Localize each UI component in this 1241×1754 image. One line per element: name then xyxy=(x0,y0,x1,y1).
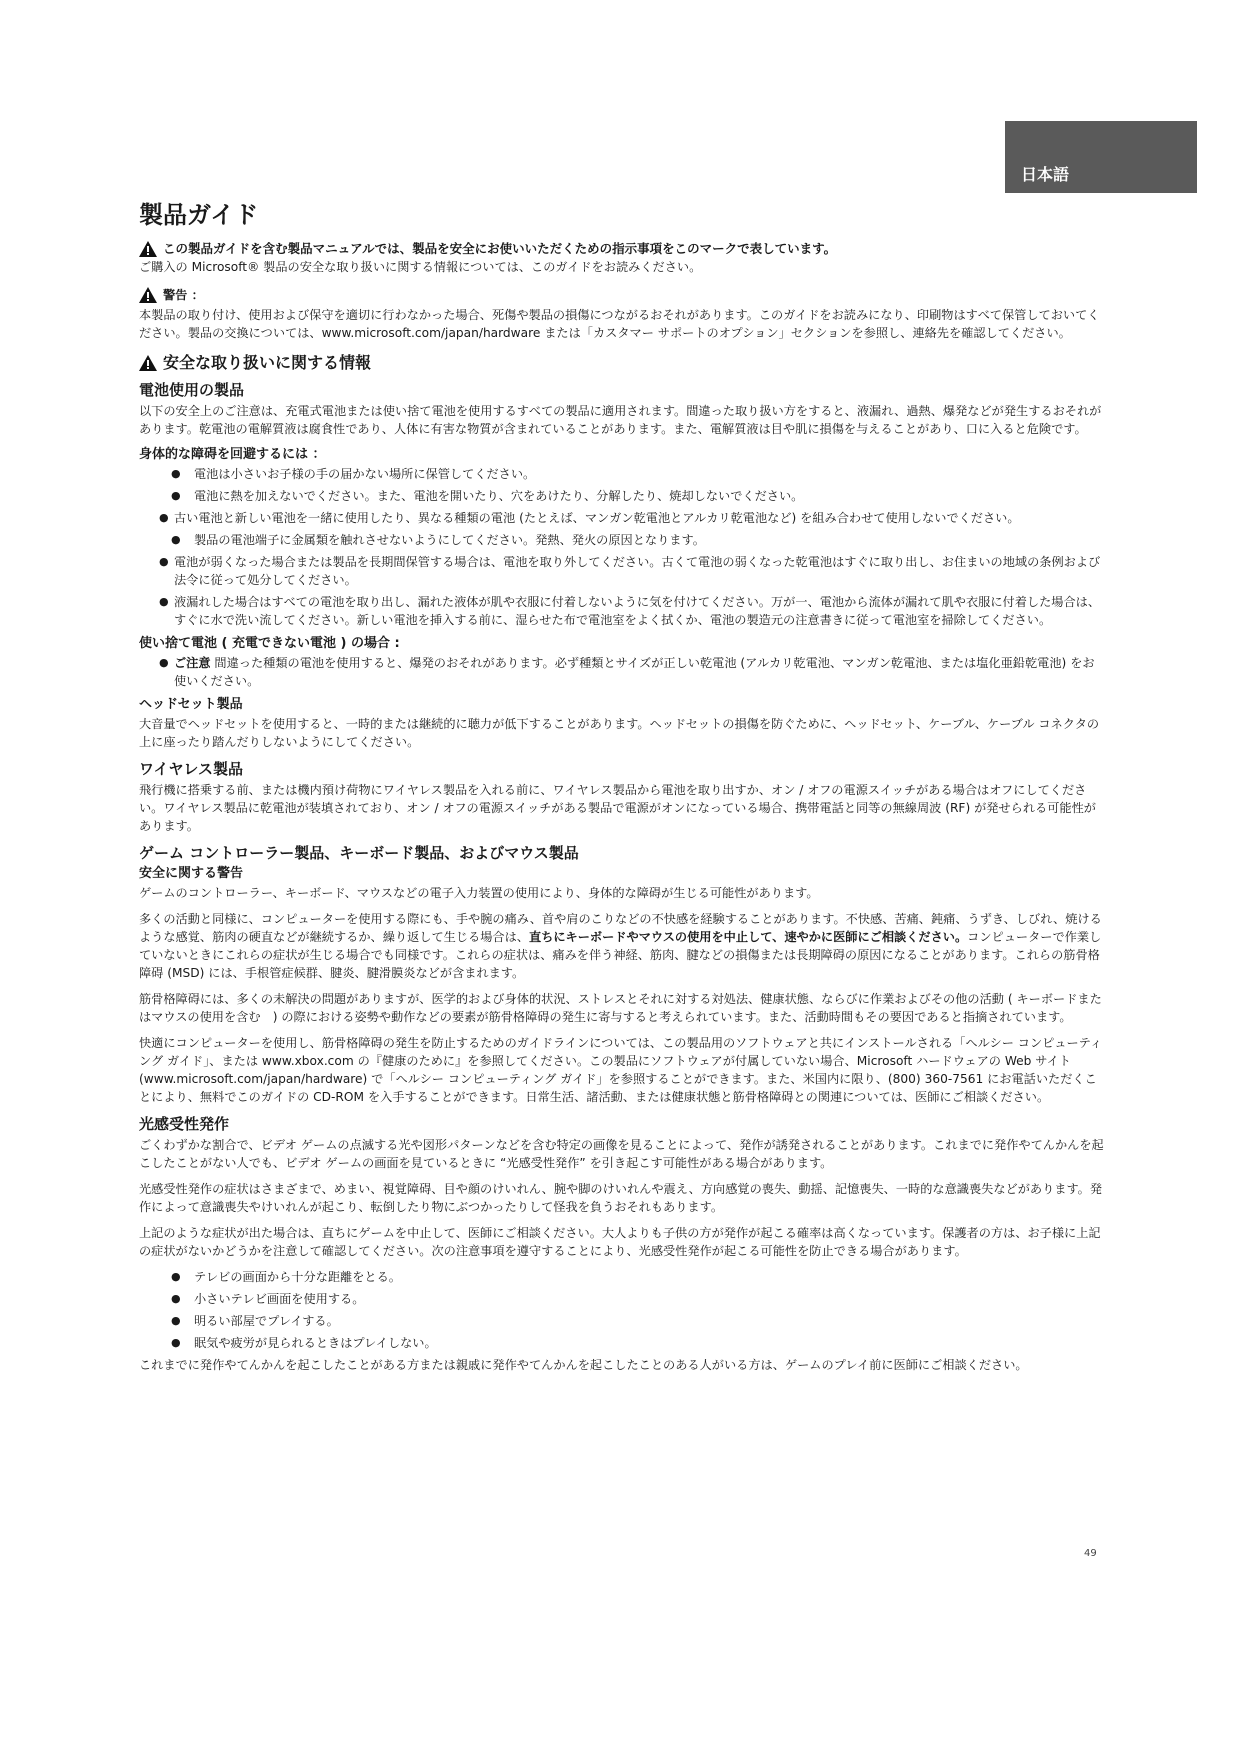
disposable-battery-list xyxy=(139,654,1105,690)
bullet-icon: ● xyxy=(171,533,181,546)
page-title: 製品ガイド xyxy=(139,201,259,229)
warning-label-row xyxy=(139,286,1105,304)
language-tab: 日本語 xyxy=(1005,121,1197,193)
warning-triangle-icon xyxy=(139,355,157,371)
game-p1: ゲームのコントローラー、キーボード、マウスなどの電子入力装置の使用により、身体的な障碍が生じる可能性があります。 xyxy=(139,886,819,900)
bullet-icon: ● xyxy=(159,511,169,524)
wireless-heading: ワイヤレス製品 xyxy=(139,760,243,778)
photosensitive-list xyxy=(139,1268,1105,1352)
list-item: ● 電池が弱くなった場合または製品を長期間保管する場合は、電池を取り外してください。古くて電池の弱くなった乾電池はすぐに取り出し、お住まいの地域の条例および法令に従って処分してください。 xyxy=(159,555,1101,587)
battery-text: 以下の安全上のご注意は、充電式電池または使い捨て電池を使用するすべての製品に適用されます。間違った取り扱い方をすると、液漏れ、過熱、爆発などが発生するおそれがあります。乾電池の電解質液は腐食性であり、人体に有害な物質が含まれていることがあります。また、電解質液は目や肌に損傷を与えることがあり、口に入ると危険です。 xyxy=(139,404,1102,436)
list-item: ● 明るい部屋でプレイする。 xyxy=(171,1314,339,1328)
intro-notice xyxy=(139,240,1105,258)
bullet-icon: ● xyxy=(159,595,169,608)
bullet-icon: ● xyxy=(171,1314,181,1327)
photosensitive-p4: これまでに発作やてんかんを起こしたことがある方または親戚に発作やてんかんを起こしたことのある人がいる方は、ゲームのプレイ前に医師にご相談ください。 xyxy=(139,1358,1028,1372)
warning-triangle-icon xyxy=(139,287,157,303)
list-item: ● テレビの画面から十分な距離をとる。 xyxy=(171,1270,401,1284)
bullet-icon: ● xyxy=(171,1270,181,1283)
intro-text: ご購入の Microsoft® 製品の安全な取り扱いに関する情報については、このガイドをお読みください。 xyxy=(139,260,702,274)
bullet-icon: ● xyxy=(171,1292,181,1305)
game-p2: 多くの活動と同様に、コンピューターを使用する際にも、手や腕の痛み、首や肩のこりなどの不快感を経験することがあります。不快感、苦痛、鈍痛、うずき、しびれ、焼けるような感覚、筋肉の硬直などが継続するか、繰り返して生じる場合は、直ちにキーボードやマウスの使用を中止して、速やかに医師にご相談ください。コンピューターで作業していないときにこれらの症状が生じる場合でも同様です。これらの症状は、痛みを伴う神経、筋肉、腱などの損傷または長期障碍の原因になることがあります。これらの筋骨格障碍 (MSD) には、手根管症候群、腱炎、腱滑膜炎などが含まれます。 xyxy=(139,912,1102,980)
list-item: ● 眠気や疲労が見られるときはプレイしない。 xyxy=(171,1336,437,1350)
photosensitive-heading: 光感受性発作 xyxy=(139,1115,230,1133)
list-item: ● 電池は小さいお子様の手の届かない場所に保管してください。 xyxy=(171,467,536,481)
safety-heading xyxy=(139,352,1105,374)
headset-heading: ヘッドセット製品 xyxy=(139,697,243,712)
battery-list xyxy=(139,465,1105,629)
bullet-icon: ● xyxy=(171,489,181,502)
photosensitive-p2: 光感受性発作の症状はさまざまで、めまい、視覚障碍、目や顔のけいれん、腕や脚のけいれんや震え、方向感覚の喪失、動揺、記憶喪失、一時的な意識喪失などがあります。発作によって意識喪失やけいれんが起こり、転倒したり物にぶつかったりして怪我を負うおそれもあります。 xyxy=(139,1182,1103,1214)
safety-heading-text: 安全な取り扱いに関する情報 xyxy=(163,353,372,372)
list-item: ● 古い電池と新しい電池を一緒に使用したり、異なる種類の電池 (たとえば、マンガン乾電池とアルカリ乾電池など) を組み合わせて使用しないでください。 xyxy=(159,511,1020,525)
disposable-battery-heading: 使い捨て電池 ( 充電できない電池 ) の場合 : xyxy=(139,636,400,651)
list-item: ● 小さいテレビ画面を使用する。 xyxy=(171,1292,365,1306)
intro-bold-text: この製品ガイドを含む製品マニュアルでは、製品を安全にお使いいただくための指示事項をこのマークで表しています。 xyxy=(163,241,837,256)
product-guide-content xyxy=(139,200,1105,1374)
warning-text: 本製品の取り付け、使用および保守を適切に行わなかった場合、死傷や製品の損傷につながるおそれがあります。このガイドをお読みになり、印刷物はすべて保管しておいてください。製品の交換については、www.microsoft.com/japan/hardware または「カスタマー サポートのオプション」セクションを参照し、連絡先を確認してください。 xyxy=(139,308,1100,340)
game-heading: ゲーム コントローラー製品、キーボード製品、およびマウス製品 xyxy=(139,844,579,862)
warning-label: 警告 ： xyxy=(163,288,204,302)
list-item: ● 電池に熱を加えないでください。また、電池を開いたり、穴をあけたり、分解したり、焼却しないでください。 xyxy=(171,489,804,503)
bullet-icon: ● xyxy=(171,1336,181,1349)
game-p4: 快適にコンピューターを使用し、筋骨格障碍の発生を防止するためのガイドラインについては、この製品用のソフトウェアと共にインストールされる「ヘルシー コンピューティング ガイド」、または www.xbox.com の『健康のために』を参照してください。この製品にソフトウェアが付属していない場合、Microsoft ハードウェアの Web サイト (www.microsoft.com/japan/hardware) で「ヘルシー コンピューティング ガイド」を参照することができます。また、米国内に限り、(800) 360-7561 にお電話いただくことにより、無料でこのガイドの CD-ROM を入手することができます。日常生活、諸活動、または健康状態と筋骨格障碍との関連については、医師にご相談ください。 xyxy=(139,1036,1103,1104)
list-item: ● 液漏れした場合はすべての電池を取り出し、漏れた液体が肌や衣服に付着しないように気を付けてください。万が一、電池から流体が漏れて肌や衣服に付着した場合は、すぐに水で洗い流してください。新しい電池を挿入する前に、湿らせた布で電池室をよく拭くか、電池の製造元の注意書きに従って電池室を掃除してください。 xyxy=(159,595,1101,627)
bullet-icon: ● xyxy=(171,467,181,480)
list-item: ● ご注意 間違った種類の電池を使用すると、爆発のおそれがあります。必ず種類とサイズが正しい乾電池 (アルカリ乾電池、マンガン乾電池、または塩化亜鉛乾電池) をお使いください。 xyxy=(159,656,1095,688)
photosensitive-p1: ごくわずかな割合で、ビデオ ゲームの点滅する光や図形パターンなどを含む特定の画像を見ることによって、発作が誘発されることがあります。これまでに発作やてんかんを起こしたことがない人でも、ビデオ ゲームの画面を見ているときに “光感受性発作” を引き起こす可能性がある場合があります。 xyxy=(139,1138,1104,1170)
game-sub-heading: 安全に関する警告 xyxy=(139,866,244,881)
photosensitive-p3: 上記のような症状が出た場合は、直ちにゲームを中止して、医師にご相談ください。大人よりも子供の方が発作が起こる確率は高くなっています。保護者の方は、お子様に上記の症状がないかどうかを注意して確認してください。次の注意事項を遵守することにより、光感受性発作が起こる可能性を防止できる場合があります。 xyxy=(139,1226,1101,1258)
headset-text: 大音量でヘッドセットを使用すると、一時的または継続的に聴力が低下することがあります。ヘッドセットの損傷を防ぐために、ヘッドセット、ケーブル、ケーブル コネクタの上に座ったり踏んだりしないようにしてください。 xyxy=(139,717,1100,749)
page-number: 49 xyxy=(1084,1548,1097,1559)
game-p3: 筋骨格障碍には、多くの未解決の問題がありますが、医学的および身体的状況、ストレスとそれに対する対処法、健康状態、ならびに作業およびその他の活動 ( キーボードまたはマウスの使用を含む ) の際における姿勢や動作などの要素が筋骨格障碍の発生に寄与すると考えられています。また、活動時間もその要因であると指摘されています。 xyxy=(139,992,1102,1024)
bullet-icon: ● xyxy=(159,656,169,669)
battery-heading: 電池使用の製品 xyxy=(139,381,245,399)
wireless-text: 飛行機に搭乗する前、または機内預け荷物にワイヤレス製品を入れる前に、ワイヤレス製品から電池を取り出すか、オン / オフの電源スイッチがある場合はオフにしてください。ワイヤレス製品に乾電池が装填されており、オン / オフの電源スイッチがある製品で電源がオンになっている場合、携帯電話と同等の無線周波 (RF) が発せられる可能性があります。 xyxy=(139,783,1096,833)
warning-triangle-icon xyxy=(139,241,157,257)
list-item: ● 製品の電池端子に金属類を触れさせないようにしてください。発熱、発火の原因となります。 xyxy=(171,533,705,547)
battery-sub-heading: 身体的な障碍を回避するには ： xyxy=(139,447,326,462)
bullet-icon: ● xyxy=(159,555,169,568)
